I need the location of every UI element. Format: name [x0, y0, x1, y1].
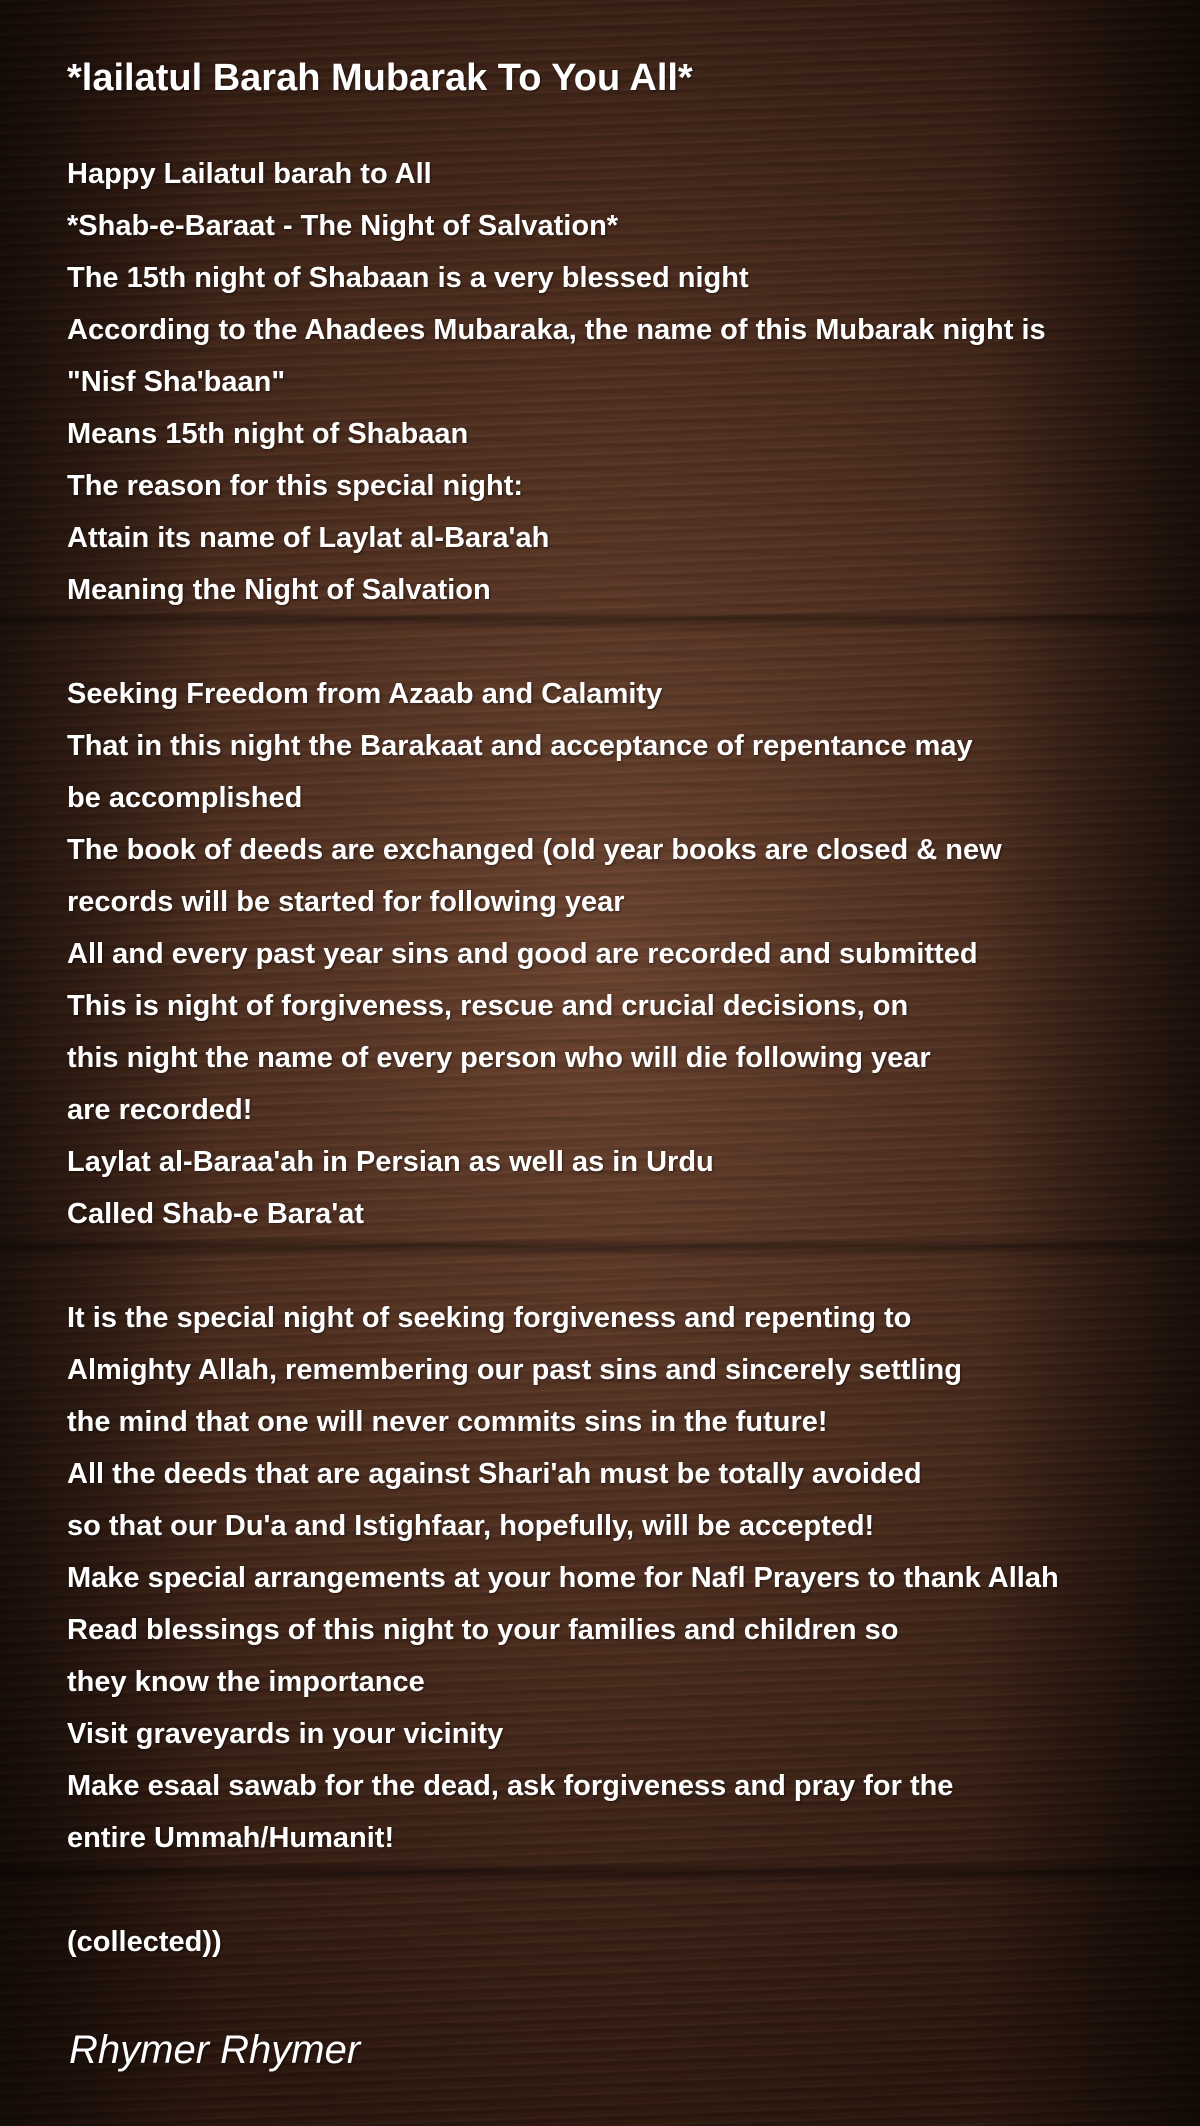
poem-line: (collected)): [67, 1926, 222, 1958]
poem-line: This is night of forgiveness, rescue and crucial decisions, on: [67, 990, 909, 1022]
poem-line: Laylat al-Baraa'ah in Persian as well as in Urdu: [67, 1146, 714, 1178]
poem-line: *Shab-e-Baraat - The Night of Salvation*: [67, 210, 619, 242]
poem-body: [67, 50, 1177, 2020]
poem-author: Rhymer Rhymer: [69, 2028, 361, 2072]
poem-line: Meaning the Night of Salvation: [67, 574, 491, 606]
poem-line: All the deeds that are against Shari'ah must be totally avoided: [67, 1458, 922, 1490]
poem-line: Read blessings of this night to your families and children so: [67, 1614, 899, 1646]
stanza-2: [67, 668, 1177, 1240]
poem-line: The reason for this special night:: [67, 470, 524, 502]
stanza-3: [67, 1292, 1177, 1864]
poem-line: Means 15th night of Shabaan: [67, 418, 469, 450]
stanza-4: [67, 1916, 1177, 1968]
poem-line: The book of deeds are exchanged (old year books are closed & new: [67, 834, 1002, 866]
poem-line: be accomplished: [67, 782, 303, 814]
poem-line: Make special arrangements at your home for Nafl Prayers to thank Allah: [67, 1562, 1059, 1594]
poem-line: the mind that one will never commits sins in the future!: [67, 1406, 828, 1438]
poem-line: records will be started for following year: [67, 886, 625, 918]
poem-title: *lailatul Barah Mubarak To You All*: [67, 57, 693, 99]
poem-line: Attain its name of Laylat al-Bara'ah: [67, 522, 550, 554]
poem-line: It is the special night of seeking forgiveness and repenting to: [67, 1302, 912, 1334]
poem-line: Seeking Freedom from Azaab and Calamity: [67, 678, 663, 710]
poem-line: this night the name of every person who will die following year: [67, 1042, 931, 1074]
poem-line: "Nisf Sha'baan": [67, 366, 286, 398]
poem-line: Called Shab-e Bara'at: [67, 1198, 364, 1230]
poem-line: According to the Ahadees Mubaraka, the name of this Mubarak night is: [67, 314, 1046, 346]
poem-line: they know the importance: [67, 1666, 425, 1698]
poem-line: Happy Lailatul barah to All: [67, 158, 432, 190]
poem-line: entire Ummah/Humanit!: [67, 1822, 395, 1854]
poem-line: All and every past year sins and good are recorded and submitted: [67, 938, 978, 970]
poem-line: are recorded!: [67, 1094, 253, 1126]
poem-line: Visit graveyards in your vicinity: [67, 1718, 504, 1750]
stanza-1: [67, 148, 1177, 616]
poem-line: That in this night the Barakaat and acceptance of repentance may: [67, 730, 973, 762]
poem-line: so that our Du'a and Istighfaar, hopefully, will be accepted!: [67, 1510, 875, 1542]
poem-line: Almighty Allah, remembering our past sins and sincerely settling: [67, 1354, 962, 1386]
poem-line: The 15th night of Shabaan is a very blessed night: [67, 262, 749, 294]
poem-line: Make esaal sawab for the dead, ask forgiveness and pray for the: [67, 1770, 954, 1802]
